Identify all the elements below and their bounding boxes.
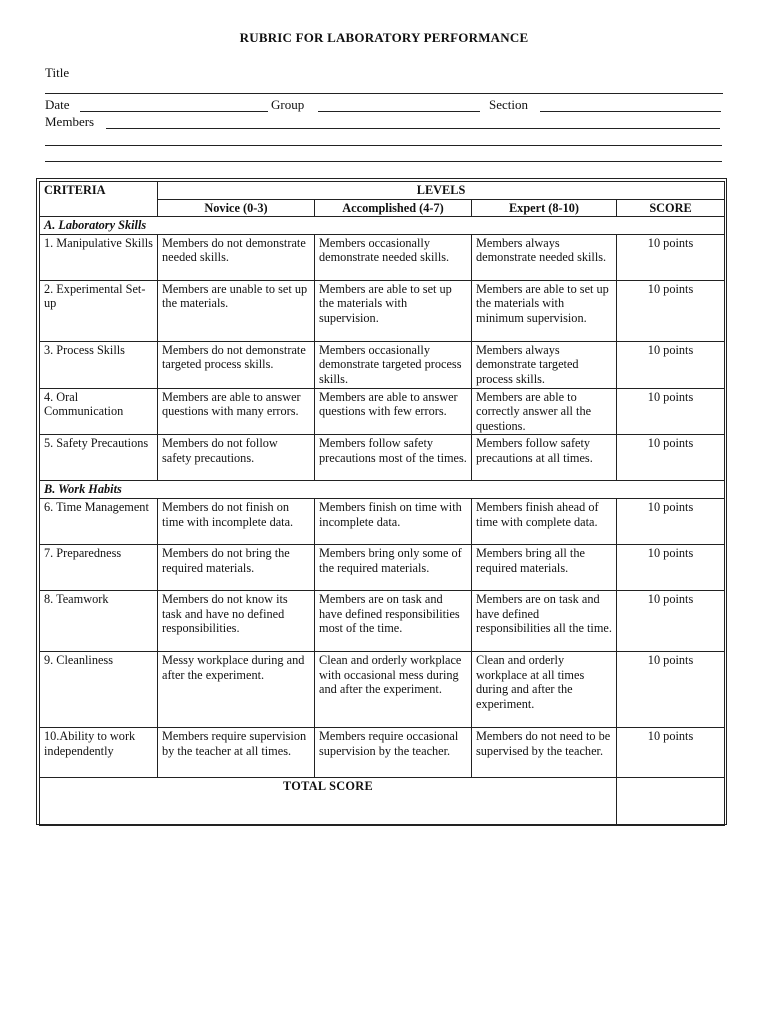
score-header: SCORE (617, 199, 725, 217)
accomplished-cell: Members require occasional supervision by the teacher. (315, 727, 472, 777)
accomplished-cell: Members occasionally demonstrate targeted process skills. (315, 341, 472, 388)
table-row (40, 544, 725, 590)
expert-cell: Members do not need to be supervised by the teacher. (472, 727, 617, 777)
novice-header: Novice (0-3) (158, 199, 315, 217)
table-row (40, 280, 725, 341)
accomplished-cell: Clean and orderly workplace with occasional mess during and after the experiment. (315, 651, 472, 727)
table-row (40, 590, 725, 651)
group-label: Group (271, 97, 305, 112)
table-row (40, 727, 725, 777)
novice-cell: Members do not demonstrate targeted process skills. (158, 341, 315, 388)
criteria-cell: 2. Experimental Set-up (40, 280, 158, 341)
criteria-cell: 7. Preparedness (40, 544, 158, 590)
score-cell: 10 points (617, 498, 725, 544)
expert-header: Expert (8-10) (472, 199, 617, 217)
expert-cell: Members are on task and have defined responsibilities all the time. (472, 590, 617, 651)
score-cell: 10 points (617, 590, 725, 651)
section-title: B. Work Habits (40, 481, 725, 499)
criteria-cell: 1. Manipulative Skills (40, 234, 158, 280)
group-field-line[interactable] (318, 111, 480, 112)
novice-cell: Members do not demonstrate needed skills. (158, 234, 315, 280)
date-field-line[interactable] (80, 111, 268, 112)
accomplished-cell: Members are able to answer questions with few errors. (315, 388, 472, 435)
section-field-line[interactable] (540, 111, 721, 112)
criteria-cell: 5. Safety Precautions (40, 435, 158, 481)
accomplished-cell: Members are able to set up the materials with supervision. (315, 280, 472, 341)
levels-header: LEVELS (158, 182, 725, 200)
novice-cell: Members are able to answer questions with many errors. (158, 388, 315, 435)
criteria-cell: 3. Process Skills (40, 341, 158, 388)
accomplished-cell: Members bring only some of the required materials. (315, 544, 472, 590)
accomplished-header: Accomplished (4-7) (315, 199, 472, 217)
score-cell: 10 points (617, 280, 725, 341)
expert-cell: Members always demonstrate needed skills. (472, 234, 617, 280)
criteria-cell: 6. Time Management (40, 498, 158, 544)
criteria-cell: 10.Ability to work independently (40, 727, 158, 777)
members-field-line[interactable] (106, 128, 720, 129)
criteria-cell: 9. Cleanliness (40, 651, 158, 727)
accomplished-cell: Members are on task and have defined responsibilities most of the time. (315, 590, 472, 651)
expert-cell: Members are able to correctly answer all the questions. (472, 388, 617, 435)
expert-cell: Members finish ahead of time with complete data. (472, 498, 617, 544)
expert-cell: Members follow safety precautions at all times. (472, 435, 617, 481)
accomplished-cell: Members finish on time with incomplete data. (315, 498, 472, 544)
expert-cell: Clean and orderly workplace at all times during and after the experiment. (472, 651, 617, 727)
score-cell: 10 points (617, 234, 725, 280)
novice-cell: Members are unable to set up the materials. (158, 280, 315, 341)
novice-cell: Members do not follow safety precautions. (158, 435, 315, 481)
novice-cell: Members do not finish on time with incomplete data. (158, 498, 315, 544)
expert-cell: Members are able to set up the materials with minimum supervision. (472, 280, 617, 341)
criteria-header: CRITERIA (40, 182, 158, 217)
score-cell: 10 points (617, 727, 725, 777)
score-cell: 10 points (617, 544, 725, 590)
table-row (40, 435, 725, 481)
table-row (40, 388, 725, 435)
table-row (40, 234, 725, 280)
total-score-label: TOTAL SCORE (40, 777, 617, 825)
expert-cell: Members bring all the required materials. (472, 544, 617, 590)
score-cell: 10 points (617, 341, 725, 388)
novice-cell: Members do not bring the required materials. (158, 544, 315, 590)
score-cell: 10 points (617, 435, 725, 481)
novice-cell: Messy workplace during and after the experiment. (158, 651, 315, 727)
score-cell: 10 points (617, 651, 725, 727)
members-label: Members (45, 114, 95, 129)
members-line-2[interactable] (45, 145, 722, 146)
members-line-3[interactable] (45, 161, 722, 162)
section-label: Section (489, 97, 528, 112)
rubric-table (39, 181, 725, 826)
novice-cell: Members require supervision by the teacher at all times. (158, 727, 315, 777)
section-title: A. Laboratory Skills (40, 217, 725, 235)
document-title: RUBRIC FOR LABORATORY PERFORMANCE (239, 30, 529, 45)
table-row (40, 498, 725, 544)
expert-cell: Members always demonstrate targeted process skills. (472, 341, 617, 388)
table-row (40, 341, 725, 388)
title-label: Title (45, 65, 70, 80)
novice-cell: Members do not know its task and have no defined responsibilities. (158, 590, 315, 651)
total-score-value[interactable] (617, 777, 725, 825)
title-line (45, 93, 723, 94)
criteria-cell: 4. Oral Communication (40, 388, 158, 435)
date-label: Date (45, 97, 70, 112)
accomplished-cell: Members follow safety precautions most of the times. (315, 435, 472, 481)
table-row (40, 651, 725, 727)
criteria-cell: 8. Teamwork (40, 590, 158, 651)
score-cell: 10 points (617, 388, 725, 435)
accomplished-cell: Members occasionally demonstrate needed skills. (315, 234, 472, 280)
